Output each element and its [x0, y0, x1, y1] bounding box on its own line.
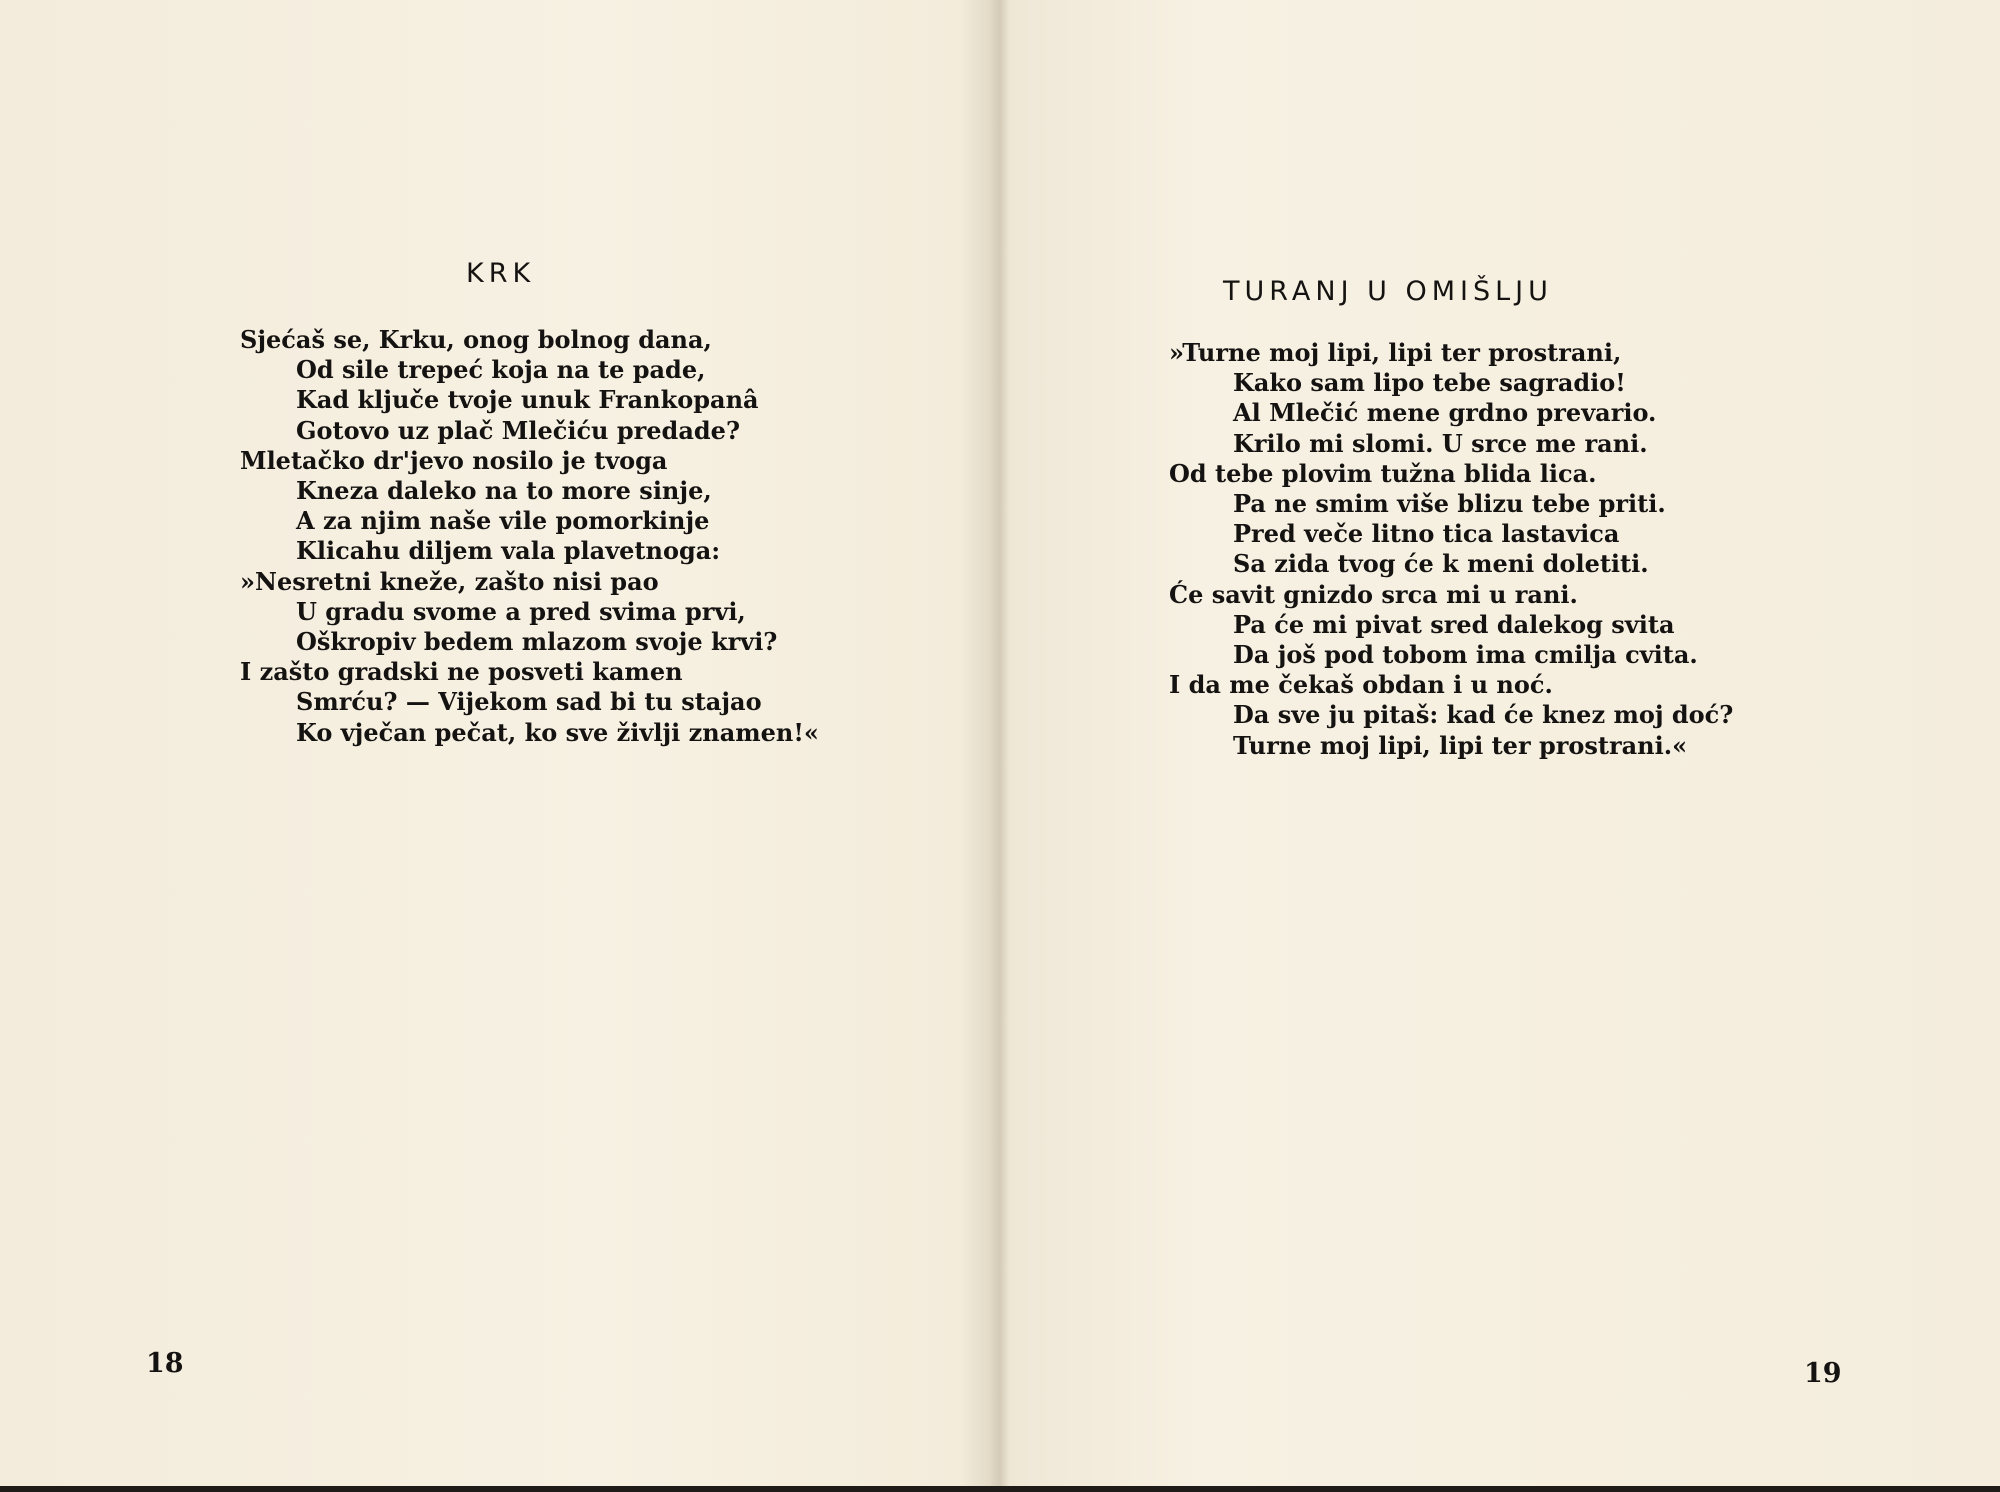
poem-line: Kako sam lipo tebe sagradio!: [1233, 368, 1626, 398]
poem-line: Smrću? — Vijekom sad bi tu stajao: [296, 687, 762, 717]
poem-line: Sa zida tvog će k meni doletiti.: [1233, 549, 1649, 579]
poem-line: Klicahu diljem vala plavetnoga:: [296, 536, 721, 566]
left-page: [0, 0, 995, 1492]
poem-line: Pred veče litno tica lastavica: [1233, 519, 1620, 549]
page-number-left: 18: [146, 1348, 184, 1379]
poem-line: Pa će mi pivat sred dalekog svita: [1233, 609, 1675, 639]
page-number-right: 19: [1804, 1358, 1842, 1389]
poem-line: »Turne moj lipi, lipi ter prostrani,: [1169, 338, 1622, 367]
poem-line: Oškropiv bedem mlazom svoje krvi?: [296, 627, 778, 657]
poem-line: Kad ključe tvoje unuk Frankopanâ: [296, 385, 759, 415]
poem-line: Od sile trepeć koja na te pade,: [296, 355, 706, 385]
poem-line: Mletačko dr'jevo nosilo je tvoga: [240, 445, 668, 475]
right-page: [1005, 0, 2000, 1492]
poem-line: Da sve ju pitaš: kad će knez moj doć?: [1233, 700, 1734, 730]
poem-line: Će savit gnizdo srca mi u rani.: [1169, 579, 1578, 609]
poem-line: A za njim naše vile pomorkinje: [296, 506, 710, 536]
poem-krk: [240, 325, 819, 748]
poem-line: Al Mlečić mene grdno prevario.: [1233, 398, 1657, 428]
poem-line: Sjećaš se, Krku, onog bolnog dana,: [240, 325, 712, 354]
poem-line: Pa ne smim više blizu tebe priti.: [1233, 489, 1666, 519]
poem-line: »Nesretni kneže, zašto nisi pao: [240, 566, 659, 596]
poem-line: Turne moj lipi, lipi ter prostrani.«: [1233, 730, 1688, 760]
poem-line: I zašto gradski ne posveti kamen: [240, 657, 683, 687]
poem-line: Krilo mi slomi. U srce me rani.: [1233, 428, 1648, 458]
poem-turanj: [1169, 338, 1733, 761]
poem-line: Ko vječan pečat, ko sve življi znamen!«: [296, 717, 819, 747]
poem-line: U gradu svome a pred svima prvi,: [296, 596, 746, 626]
book-bottom-edge: [0, 1486, 2000, 1492]
poem-line: Da još pod tobom ima cmilja cvita.: [1233, 640, 1698, 670]
poem-line: I da me čekaš obdan i u noć.: [1169, 670, 1553, 700]
poem-line: Od tebe plovim tužna blida lica.: [1169, 458, 1597, 488]
poem-line: Gotovo uz plač Mlečiću predade?: [296, 415, 740, 445]
poem-line: Kneza daleko na to more sinje,: [296, 476, 712, 506]
poem-title-turanj: TURANJ U OMIŠLJU: [1223, 276, 1553, 307]
poem-title-krk: KRK: [466, 258, 536, 289]
